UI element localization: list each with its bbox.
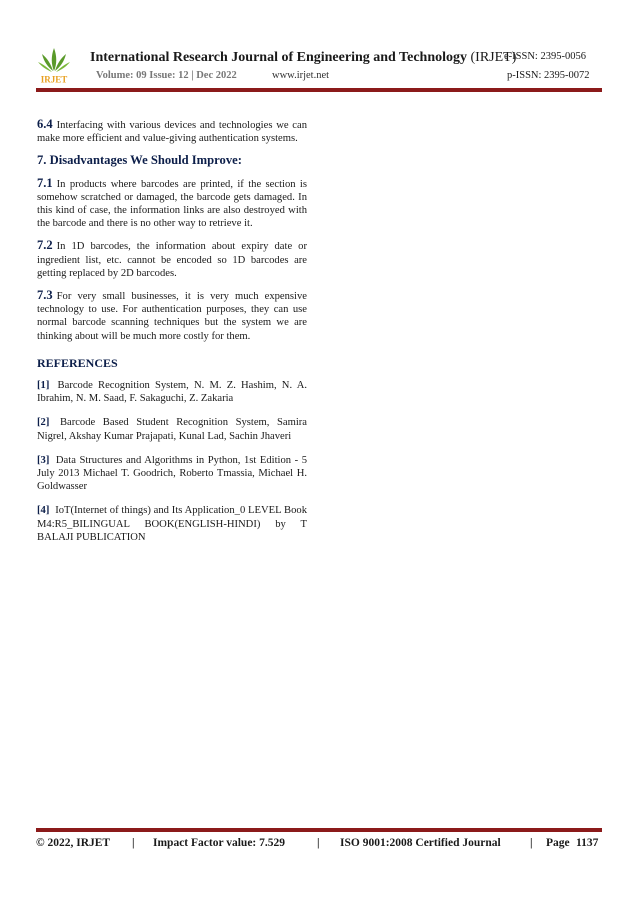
volume-issue: Volume: 09 Issue: 12 | Dec 2022 <box>96 70 237 81</box>
paragraph-7-2 <box>37 239 307 280</box>
reference-text: IoT(Internet of things) and Its Application_0 LEVEL Book M4:R5_BILINGUAL BOOK(ENGLISH-HINDI) by T BALAJI PUBLICATION <box>37 505 307 543</box>
journal-title <box>90 50 516 66</box>
reference-text: Data Structures and Algorithms in Python, 1st Edition - 5 July 2013 Michael T. Goodrich, Roberto Tmassia, Michael H. Goldwasser <box>37 454 307 493</box>
p-issn: p-ISSN: 2395-0072 <box>507 70 590 81</box>
section-number: 7.2 <box>37 238 53 253</box>
footer-impact-factor: Impact Factor value: 7.529 <box>153 837 286 849</box>
references-heading: REFERENCES <box>37 355 118 370</box>
reference-item <box>37 416 307 442</box>
section-number: 7.3 <box>37 288 53 303</box>
reference-item <box>37 454 307 494</box>
reference-item <box>37 504 307 544</box>
footer-page-number: 1137 <box>576 837 599 849</box>
journal-website[interactable]: www.irjet.net <box>272 70 330 81</box>
footer-copyright: © 2022, IRJET <box>36 837 111 849</box>
paragraph-7-3 <box>37 289 307 343</box>
reference-text: Barcode Recognition System, N. M. Z. Hashim, N. A. Ibrahim, N. M. Saad, F. Sakaguchi, Z. Zakaria <box>37 380 307 405</box>
e-issn: e-ISSN: 2395-0056 <box>504 51 586 62</box>
irjet-logo <box>34 44 74 84</box>
paragraph-text: For very small businesses, it is very much expensive technology to use. For authentication purposes, they can use normal barcode scanning techniques but the system we are thinking about will be much more costly for them. <box>37 291 307 342</box>
paragraph-text: In products where barcodes are printed, if the section is somehow scratched or damaged, the barcode gets damaged. In this kind of case, the information links are also destroyed with the barcode and there is no other way to retrieve it. <box>37 178 307 230</box>
reference-number: [4] <box>37 505 50 517</box>
footer-separator: | <box>317 837 320 849</box>
left-column <box>37 118 307 555</box>
journal-name: International Research Journal of Engineering and Technology <box>90 50 468 65</box>
section-number: 7.1 <box>37 175 53 190</box>
paragraph-text: Interfacing with various devices and technologies we can make more efficient and value-giving authentication systems. <box>37 120 307 145</box>
header-rule <box>36 88 602 92</box>
footer-separator: | <box>530 837 533 849</box>
footer-rule <box>36 828 602 832</box>
reference-item <box>37 379 307 405</box>
svg-text:IRJET: IRJET <box>40 74 68 84</box>
section-number: 6.4 <box>37 117 53 131</box>
reference-number: [3] <box>37 454 50 466</box>
paragraph-6-4 <box>37 118 307 145</box>
footer-separator: | <box>132 837 135 849</box>
reference-number: [2] <box>37 417 50 429</box>
logo-leaf-icon <box>34 44 74 84</box>
section-heading-7: 7. Disadvantages We Should Improve: <box>37 153 242 168</box>
paragraph-7-1 <box>37 177 307 231</box>
reference-text: Barcode Based Student Recognition System, Samira Nigrel, Akshay Kumar Prajapati, Kunal Lad, Sachin Jhaveri <box>37 417 307 442</box>
paragraph-text: In 1D barcodes, the information about expiry date or ingredient list, etc. cannot be encoded so 1D barcodes are getting replaced by 2D barcodes. <box>37 241 307 279</box>
footer-page-label: Page <box>546 837 570 849</box>
footer-iso: ISO 9001:2008 Certified Journal <box>340 837 501 849</box>
journal-abbr: (IRJET) <box>470 50 517 65</box>
reference-number: [1] <box>37 380 50 392</box>
